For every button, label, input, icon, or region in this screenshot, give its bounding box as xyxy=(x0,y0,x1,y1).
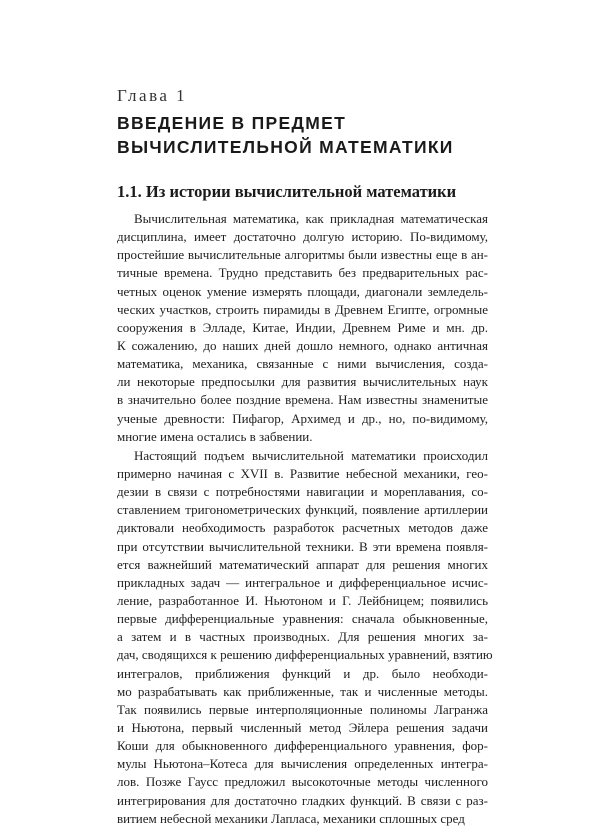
paragraph-line: дезии в связи с потребностями навигации и мореплавания, со- xyxy=(117,484,488,500)
paragraph-line: диктовали необходимость разработок расчетных методов даже xyxy=(117,520,488,536)
paragraph-line: ление, разработанное И. Ньютоном и Г. Лейбницем; появились xyxy=(117,592,488,608)
paragraph-line: простейшие вычислительные алгоритмы были известны еще в ан- xyxy=(117,247,488,263)
paragraph-line: ставлением тригонометрических функций, появление артиллерии xyxy=(117,502,488,518)
paragraph-line: при отсутствии вычислительной техники. В эти времена появля- xyxy=(117,538,488,554)
paragraph-line: Коши для обыкновенного дифференциального уравнения, фор- xyxy=(117,738,488,754)
paragraph-line: прикладных задач — интегральное и дифференциальное исчис- xyxy=(117,574,488,590)
paragraph-line: ческих участков, строить пирамиды в Древнем Египте, огромные xyxy=(117,301,488,317)
paragraph-line: Так появились первые интерполяционные полиномы Лагранжа xyxy=(117,701,488,717)
paragraph-line: К сожалению, до наших дней дошло немного, однако античная xyxy=(117,337,488,353)
body-text xyxy=(117,210,493,828)
paragraph-line: и Ньютона, первый численный метод Эйлера решения задачи xyxy=(117,719,488,735)
section-heading: 1.1. Из истории вычислительной математики xyxy=(117,182,457,201)
paragraph-line: интегрирования для достаточно гладких функций. В связи с раз- xyxy=(117,792,488,808)
paragraph-line: примерно начиная с XVII в. Развитие небесной механики, гео- xyxy=(117,465,488,481)
paragraph-line: первые дифференциальные уравнения: сначала обыкновенные, xyxy=(117,611,488,627)
paragraph-line: сооружения в Элладе, Китае, Индии, Древнем Риме и мн. др. xyxy=(117,319,488,335)
paragraph-line: ли некоторые предпосылки для развития вычислительных наук xyxy=(117,374,488,390)
chapter-title-line: ВВЕДЕНИЕ В ПРЕДМЕТ xyxy=(117,113,347,133)
paragraph-line: математика, механика, связанные с ними вычисления, созда- xyxy=(117,356,488,372)
paragraph-line: мулы Ньютона–Котеса для вычисления определенных интегра- xyxy=(117,756,488,772)
chapter-label: Глава 1 xyxy=(117,86,188,105)
paragraph-line: интегралов, приближения функций и др. было необходи- xyxy=(117,665,488,681)
paragraph-line: ется важнейший математический аппарат для решения многих xyxy=(117,556,488,572)
paragraph-line: дисциплина, имеет достаточно долгую историю. По-видимому, xyxy=(117,229,488,245)
paragraph-line: лов. Позже Гаусс предложил высокоточные методы численного xyxy=(117,774,488,790)
paragraph-line: многие имена остались в забвении. xyxy=(117,428,313,444)
paragraph-line: витием небесной механики Лапласа, механики сплошных сред xyxy=(117,810,465,826)
paragraph-line: в значительно более поздние времена. Нам известны знаменитые xyxy=(117,392,488,408)
paragraph-line: ученые древности: Пифагор, Архимед и др., но, по-видимому, xyxy=(117,410,488,426)
paragraph-line: дач, сводящихся к решению дифференциальных уравнений, взятию xyxy=(117,647,493,663)
paragraph-line: тичные времена. Трудно представить без предварительных рас- xyxy=(117,265,488,281)
paragraph-line: Вычислительная математика, как прикладная математическая xyxy=(134,211,488,226)
chapter-title xyxy=(117,111,517,159)
paragraph-line: четных оценок умение измерять площади, диагонали земледель- xyxy=(117,283,488,299)
paragraph-line: Настоящий подъем вычислительной математики происходил xyxy=(134,447,488,463)
paragraph-line: мо разрабатывать как приближенные, так и численные методы. xyxy=(117,683,488,699)
paragraph-line: а затем и в частных производных. Для решения многих за- xyxy=(117,629,488,645)
chapter-title-line: ВЫЧИСЛИТЕЛЬНОЙ МАТЕМАТИКИ xyxy=(117,137,454,157)
